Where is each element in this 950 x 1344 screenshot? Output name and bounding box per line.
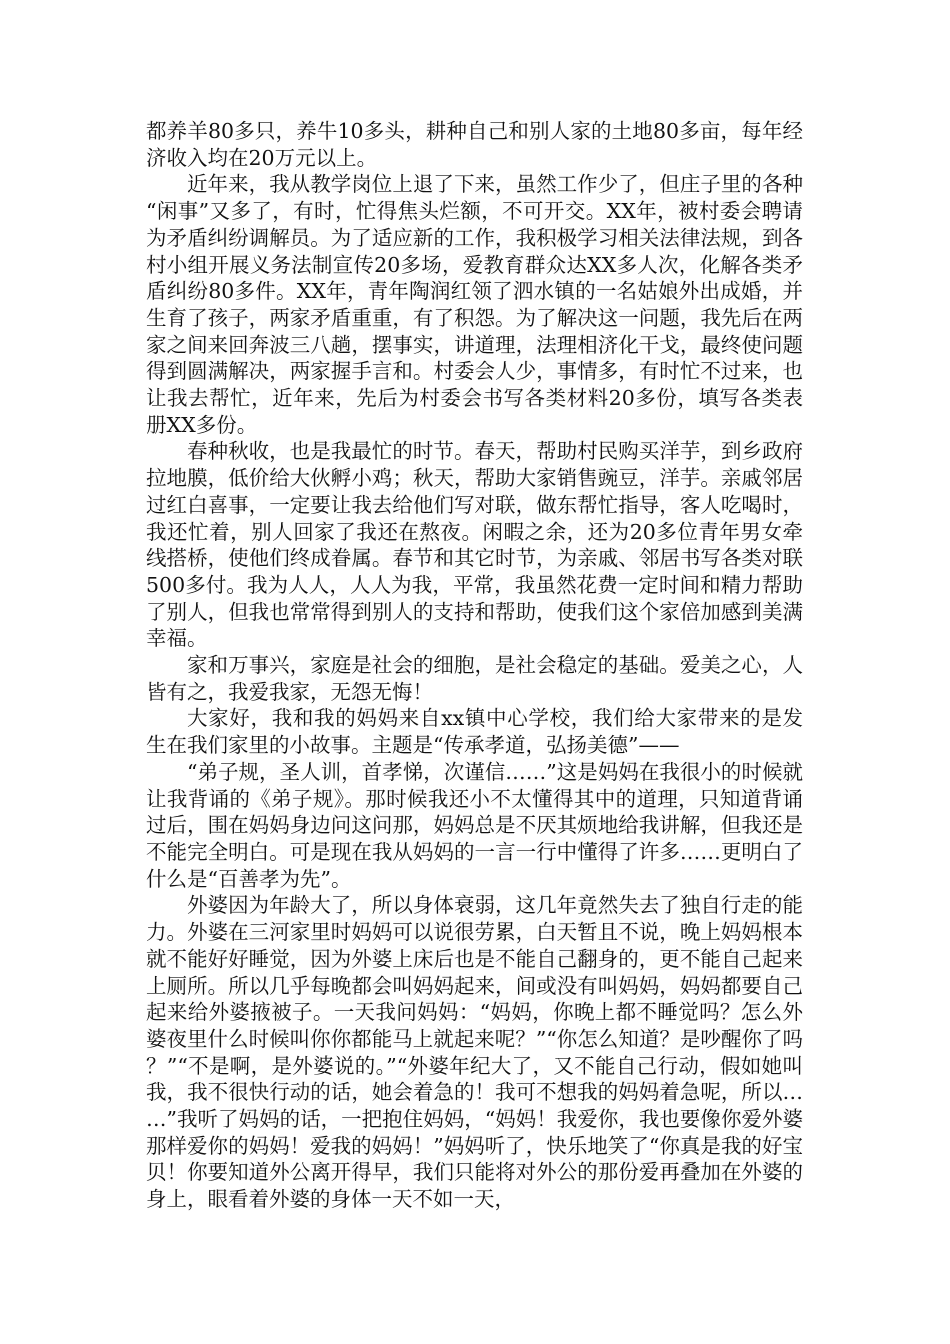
paragraph-5: 大家好，我和我的妈妈来自xx镇中心学校，我们给大家带来的是发生在我们家里的小故事。主题是“传承孝道，弘扬美德”——	[146, 706, 803, 758]
document-body	[146, 118, 803, 1213]
paragraph-4: 家和万事兴，家庭是社会的细胞，是社会稳定的基础。爱美之心，人皆有之，我爱我家，无怨无悔！	[146, 653, 803, 704]
paragraph-2: 近年来，我从教学岗位上退了下来，虽然工作少了，但庄子里的各种“闲事”又多了，有时，忙得焦头烂额，不可开交。XX年，被村委会聘请为矛盾纠纷调解员。为了适应新的工作，我积极学习相关法律法规，到各村小组开展义务法制宣传20多场，爱教育群众达XX多人次，化解各类矛盾纠纷80多件。XX年，青年陶润红领了泗水镇的一名姑娘外出成婚，并生育了孩子，两家矛盾重重，有了积怨。为了解决这一问题，我先后在两家之间来回奔波三八趟，摆事实，讲道理，法理相济化干戈，最终使问题得到圆满解决，两家握手言和。村委会人少，事情多，有时忙不过来，也让我去帮忙，近年来，先后为村委会书写各类材料20多份，填写各类表册XX多份。	[146, 172, 803, 437]
paragraph-6: “弟子规，圣人训，首孝悌，次谨信……”这是妈妈在我很小的时候就让我背诵的《弟子规》。那时候我还小不太懂得其中的道理，只知道背诵过后，围在妈妈身边问这问那，妈妈总是不厌其烦地给我讲解，但我还是不能完全明白。可是现在我从妈妈的一言一行中懂得了许多……更明白了什么是“百善孝为先”。	[146, 759, 803, 891]
paragraph-3: 春种秋收，也是我最忙的时节。春天，帮助村民购买洋芋，到乡政府拉地膜，低价给大伙孵小鸡；秋天，帮助大家销售豌豆，洋芋。亲戚邻居过红白喜事，一定要让我去给他们写对联，做东帮忙指导，客人吃喝时，我还忙着，别人回家了我还在熬夜。闲暇之余，还为20多位青年男女牵线搭桥，使他们终成眷属。春节和其它时节，为亲戚、邻居书写各类对联500多付。我为人人，人人为我，平常，我虽然花费一定时间和精力帮助了别人，但我也常常得到别人的支持和帮助，使我们这个家倍加感到美满幸福。	[146, 439, 803, 651]
paragraph-7: 外婆因为年龄大了，所以身体衰弱，这几年竟然失去了独自行走的能力。外婆在三河家里时妈妈可以说很劳累，白天暂且不说，晚上妈妈根本就不能好好睡觉，因为外婆上床后也是不能自己翻身的，更不能自己起来上厕所。所以几乎每晚都会叫妈妈起来，间或没有叫妈妈，妈妈都要自己起来给外婆掖被子。一天我问妈妈：“妈妈，你晚上都不睡觉吗？怎么外婆夜里什么时候叫你你都能马上就起来呢？”“你怎么知道？是吵醒你了吗？”“不是啊，是外婆说的。”“外婆年纪大了，又不能自己行动，假如她叫我，我不很快行动的话，她会着急的！我可不想我的妈妈着急呢，所以……”我听了妈妈的话，一把抱住妈妈，“妈妈！我爱你，我也要像你爱外婆那样爱你的妈妈！爱我的妈妈！”妈妈听了，快乐地笑了“你真是我的好宝贝！你要知道外公离开得早，我们只能将对外公的那份爱再叠加在外婆的身上，眼看着外婆的身体一天不如一天，	[146, 893, 803, 1212]
paragraph-1: 都养羊80多只，养牛10多头，耕种自己和别人家的土地80多亩，每年经济收入均在20万元以上。	[146, 119, 803, 170]
